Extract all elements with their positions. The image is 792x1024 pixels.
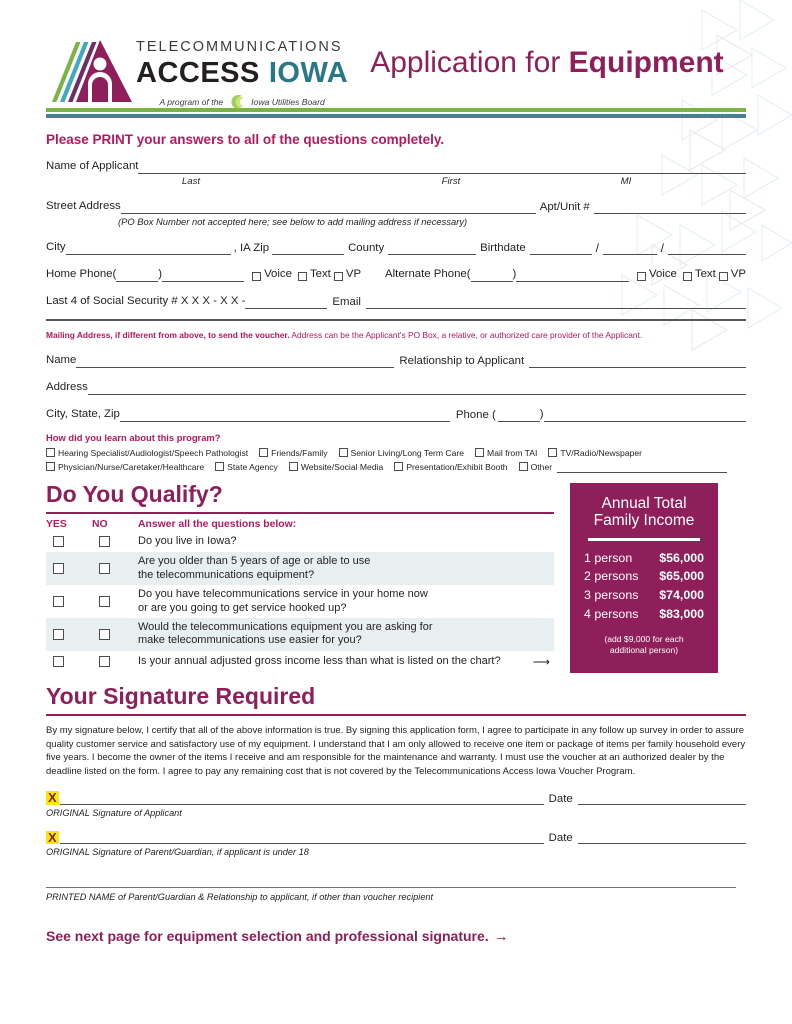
email-input[interactable] [366, 298, 746, 309]
city-input[interactable] [66, 244, 231, 255]
program-agency: Iowa Utilities Board [251, 96, 325, 107]
field-row-mailing-csz [46, 409, 746, 422]
income-note-line2: additional person) [609, 644, 679, 655]
field-row-phones [46, 269, 746, 282]
home-phone-label: Home Phone( [46, 267, 117, 280]
brand-logo [46, 34, 348, 109]
field-row-name [46, 161, 746, 174]
income-chart-arrow-icon: ⟶ [532, 654, 550, 669]
guardian-date-label: Date [548, 832, 573, 845]
header-yes: YES [46, 519, 67, 531]
checkbox-tv-radio-newspaper[interactable] [548, 448, 557, 457]
checkbox-website-social[interactable] [289, 462, 298, 471]
option-website-social[interactable] [289, 462, 383, 472]
signature-heading: Your Signature Required [46, 682, 316, 709]
print-instruction: Please PRINT your answers to all of the questions completely. [46, 132, 445, 147]
qualify-section [46, 480, 746, 673]
income-amount-2: $65,000 [659, 569, 704, 584]
alt-phone-vp-label: VP [730, 267, 746, 280]
option-tv-radio-newspaper[interactable] [548, 448, 642, 458]
qualify-row-3 [46, 585, 554, 618]
birthdate-slash-1: / [595, 240, 599, 255]
field-row-ssn-email [46, 296, 746, 309]
applicant-signature-row [46, 791, 746, 805]
qualify-no-cell-5[interactable] [92, 656, 138, 667]
home-phone-vp-label: VP [345, 267, 362, 280]
label-hearing-specialist: Hearing Specialist/Audiologist/Speech Pathologist [58, 447, 249, 458]
qualify-question-2-line1: Are you older than 5 years of age or able to use [138, 555, 371, 568]
label-senior-living: Senior Living/Long Term Care [350, 447, 465, 458]
relationship-input[interactable] [529, 357, 746, 368]
income-persons-4: 4 persons [584, 607, 639, 622]
mailing-phone-area-input[interactable] [498, 411, 540, 422]
home-phone-text-label: Text [309, 267, 331, 280]
applicant-date-label: Date [548, 792, 573, 805]
qualify-heading: Do You Qualify? [46, 480, 223, 507]
applicant-date-input[interactable] [578, 794, 746, 805]
mailing-heading-rest: Address can be the Applicant's PO Box, a relative, or authorized care provider of the Applicant. [289, 330, 643, 341]
income-persons-2: 2 persons [584, 569, 639, 584]
checkbox-qualify-3-yes[interactable] [53, 596, 64, 607]
page-title-regular: Application for [370, 46, 569, 79]
annual-income-box [570, 483, 718, 673]
qualify-table-wrap [46, 480, 554, 673]
home-phone-voice-checkbox[interactable] [252, 272, 261, 281]
guardian-signature-row [46, 831, 746, 845]
home-phone-input[interactable] [162, 271, 244, 282]
label-mail-from-tai: Mail from TAI [487, 447, 538, 458]
label-website-social: Website/Social Media [300, 462, 384, 473]
applicant-signature-caption: ORIGINAL Signature of Applicant [46, 807, 182, 818]
income-title [580, 495, 708, 530]
po-box-note: (PO Box Number not accepted here; see below to add mailing address if necessary) [118, 215, 468, 227]
income-persons-3: 3 persons [584, 588, 639, 603]
mailing-phone-input[interactable] [544, 411, 746, 422]
checkbox-qualify-2-yes[interactable] [53, 563, 64, 574]
birthdate-slash-2: / [660, 240, 664, 255]
label-physician-nurse: Physician/Nurse/Caretaker/Healthcare [58, 462, 205, 473]
guardian-signature-x-marker: X [48, 829, 57, 845]
income-amount-4: $83,000 [659, 607, 704, 622]
income-note [580, 634, 708, 655]
qualify-row-1 [46, 530, 554, 552]
section-divider-dark [46, 319, 746, 321]
access-iowa-triangle-logo [46, 34, 132, 106]
qualify-question-4 [138, 618, 554, 651]
home-phone-text-checkbox[interactable] [298, 272, 307, 281]
checkbox-mail-from-tai[interactable] [475, 448, 484, 457]
home-phone-paren: ) [158, 267, 163, 280]
name-of-applicant-label: Name of Applicant [46, 160, 139, 172]
name-of-applicant-input[interactable] [138, 163, 746, 174]
birthdate-label: Birthdate [480, 241, 526, 254]
field-row-city [46, 241, 746, 255]
how-learn-question: How did you learn about this program? [46, 431, 221, 443]
mailing-heading-bold: Mailing Address, if different from above, to send the voucher. [46, 330, 290, 341]
county-label: County [348, 241, 385, 254]
option-mail-from-tai[interactable] [475, 448, 537, 458]
qualify-no-cell-1[interactable] [92, 536, 138, 547]
applicant-signature-x-marker: X [48, 790, 57, 806]
qualify-row-5 [46, 651, 554, 673]
income-note-line1: (add $9,000 for each [604, 633, 684, 644]
how-learn-row-1 [46, 448, 746, 458]
divider-green [46, 108, 746, 112]
alt-phone-voice-checkbox[interactable] [637, 272, 646, 281]
relationship-label: Relationship to Applicant [399, 354, 525, 367]
qualify-table-header [46, 519, 554, 530]
name-captions [46, 176, 746, 187]
qualify-question-4-line2: make telecommunications use easier for you? [138, 634, 362, 647]
signature-divider [46, 714, 746, 716]
label-state-agency: State Agency [227, 462, 278, 473]
alt-phone-voice-label: Voice [649, 267, 677, 280]
label-presentation-booth: Presentation/Exhibit Booth [406, 462, 508, 473]
checkbox-qualify-2-no[interactable] [99, 563, 110, 574]
checkbox-other[interactable] [519, 462, 528, 471]
other-input[interactable] [557, 462, 727, 473]
printed-name-input[interactable] [46, 887, 736, 888]
printed-name-caption: PRINTED NAME of Parent/Guardian & Relationship to applicant, if other than voucher recipient [46, 892, 434, 903]
alt-phone-area-input[interactable] [471, 271, 513, 282]
home-phone-voice-label: Voice [264, 267, 292, 280]
page-title [370, 34, 723, 78]
mailing-phone-paren: ) [539, 407, 544, 420]
program-of-line [136, 95, 348, 109]
label-friends-family: Friends/Family [271, 447, 328, 458]
income-divider [588, 538, 700, 541]
next-page-note-text: See next page for equipment selection and professional signature. [46, 928, 489, 945]
birthdate-year-input[interactable] [668, 244, 746, 255]
next-page-arrow-icon: → [493, 928, 509, 946]
alt-phone-input[interactable] [516, 271, 629, 282]
header-answer-all: Answer all the questions below: [138, 519, 297, 531]
qualify-question-5 [138, 652, 531, 671]
header-no: NO [92, 519, 108, 531]
checkbox-qualify-3-no[interactable] [99, 596, 110, 607]
checkbox-qualify-4-no[interactable] [99, 629, 110, 640]
alt-phone-label: Alternate Phone( [385, 267, 471, 280]
mailing-address-input[interactable] [88, 384, 746, 395]
ssn-input[interactable] [245, 298, 327, 309]
brand-telecommunications: TELECOMMUNICATIONS [136, 39, 343, 55]
field-row-street [46, 201, 746, 214]
qualify-question-2-line2: the telecommunications equipment? [138, 568, 315, 581]
label-other: Other [530, 462, 553, 473]
how-learn-row-2 [46, 462, 746, 473]
alt-phone-vp-checkbox[interactable] [719, 272, 728, 281]
program-prefix: A program of the [159, 96, 224, 107]
qualify-yes-cell-5[interactable] [46, 656, 92, 667]
brand-access: ACCESS [136, 56, 260, 89]
qualify-question-3-line2: or are you going to get service hooked up? [138, 601, 347, 614]
field-row-mailing-address [46, 382, 746, 395]
qualify-question-2 [138, 552, 554, 585]
checkbox-qualify-1-yes[interactable] [53, 536, 64, 547]
income-row-1 [580, 549, 708, 568]
checkbox-presentation-booth[interactable] [394, 462, 403, 471]
qualify-yes-cell-3[interactable] [46, 596, 92, 607]
iub-swirl-icon [226, 95, 248, 109]
checkbox-friends-family[interactable] [259, 448, 268, 457]
qualify-question-3-line1: Do you have telecommunications service in your home now [138, 588, 428, 601]
home-phone-vp-checkbox[interactable] [334, 272, 343, 281]
caption-first: First [441, 175, 461, 187]
mailing-phone-label: Phone ( [455, 408, 496, 421]
street-address-label: Street Address [46, 199, 121, 212]
qualify-row-2 [46, 552, 554, 585]
city-label: City [46, 240, 66, 253]
checkbox-qualify-1-no[interactable] [99, 536, 110, 547]
income-title-line2: Family Income [593, 512, 695, 530]
qualify-no-cell-4[interactable] [92, 629, 138, 640]
qualify-row-4 [46, 618, 554, 651]
qualify-question-3 [138, 585, 554, 618]
field-row-mailing-name [46, 355, 746, 368]
apt-unit-label: Apt/Unit # [539, 200, 590, 213]
divider-teal [46, 114, 746, 118]
alt-phone-text-label: Text [694, 267, 716, 280]
legal-agreement-text: By my signature below, I certify that all of the above information is true. By signing this application form, I agree to participate in any follow up survey in order to assure quality customer service and satisfactory use of my equipment. I understand that I am only allowed to receive one item or package of items per family household every five years. I become the owner of the items I receive and am responsible for the maintenance and warranty. I must use the voucher at an authorized dealer by the deadline listed on the form. I agree to pay any remaining cost that is not covered by the Telecommunications Access Iowa Voucher Program. [46, 725, 746, 777]
apt-unit-input[interactable] [594, 203, 746, 214]
income-amount-3: $74,000 [659, 588, 704, 603]
qualify-question-5-line1: Is your annual adjusted gross income less than what is listed on the chart? [138, 655, 501, 668]
mailing-address-label: Address [46, 380, 88, 393]
mailing-csz-label: City, State, Zip [46, 407, 120, 420]
mailing-name-input[interactable] [76, 357, 394, 368]
option-other[interactable] [519, 462, 735, 473]
form-header [46, 0, 746, 107]
mailing-address-heading [46, 330, 746, 341]
caption-mi: MI [620, 175, 632, 187]
option-friends-family[interactable] [259, 448, 327, 458]
option-state-agency[interactable] [215, 462, 278, 472]
street-address-input[interactable] [121, 203, 536, 214]
checkbox-physician-nurse[interactable] [46, 462, 55, 471]
label-tv-radio-newspaper: TV/Radio/Newspaper [560, 447, 643, 458]
home-phone-area-input[interactable] [116, 271, 158, 282]
alt-phone-text-checkbox[interactable] [683, 272, 692, 281]
birthdate-day-input[interactable] [603, 244, 657, 255]
option-hearing-specialist[interactable] [46, 448, 248, 458]
guardian-signature-input[interactable] [60, 833, 544, 844]
qualify-question-1-line1: Do you live in Iowa? [138, 534, 237, 547]
mailing-csz-input[interactable] [120, 411, 450, 422]
income-row-2 [580, 567, 708, 586]
option-senior-living[interactable] [339, 448, 465, 458]
income-persons-1: 1 person [584, 550, 633, 565]
income-amount-1: $56,000 [659, 550, 704, 565]
income-row-4 [580, 605, 708, 624]
checkbox-hearing-specialist[interactable] [46, 448, 55, 457]
county-input[interactable] [388, 244, 476, 255]
birthdate-month-input[interactable] [530, 244, 592, 255]
qualify-no-cell-2[interactable] [92, 563, 138, 574]
option-physician-nurse[interactable] [46, 462, 204, 472]
caption-last: Last [181, 175, 201, 187]
qualify-no-cell-3[interactable] [92, 596, 138, 607]
state-zip-label: , IA Zip [233, 241, 270, 254]
guardian-date-input[interactable] [578, 833, 746, 844]
checkbox-state-agency[interactable] [215, 462, 224, 471]
brand-iowa: IOWA [268, 56, 349, 89]
option-presentation-booth[interactable] [394, 462, 507, 472]
income-row-3 [580, 586, 708, 605]
alt-phone-paren: ) [512, 267, 517, 280]
qualify-yes-cell-1[interactable] [46, 536, 92, 547]
zip-input[interactable] [272, 244, 344, 255]
checkbox-qualify-4-yes[interactable] [53, 629, 64, 640]
qualify-yes-cell-4[interactable] [46, 629, 92, 640]
page-title-bold: Equipment [568, 46, 724, 79]
guardian-signature-caption: ORIGINAL Signature of Parent/Guardian, if applicant is under 18 [46, 847, 309, 858]
income-title-line1: Annual Total [601, 494, 687, 512]
mailing-name-label: Name [46, 353, 77, 366]
checkbox-qualify-5-no[interactable] [99, 656, 110, 667]
qualify-yes-cell-2[interactable] [46, 563, 92, 574]
next-page-note [46, 928, 746, 945]
ssn-label: Last 4 of Social Security # X X X - X X - [46, 294, 246, 307]
qualify-question-1 [138, 532, 554, 551]
checkbox-senior-living[interactable] [339, 448, 348, 457]
applicant-signature-input[interactable] [60, 794, 544, 805]
checkbox-qualify-5-yes[interactable] [53, 656, 64, 667]
qualify-divider [46, 512, 554, 514]
email-label: Email [332, 295, 361, 308]
qualify-question-4-line1: Would the telecommunications equipment you are asking for [138, 620, 433, 633]
how-learn-options [46, 448, 746, 473]
